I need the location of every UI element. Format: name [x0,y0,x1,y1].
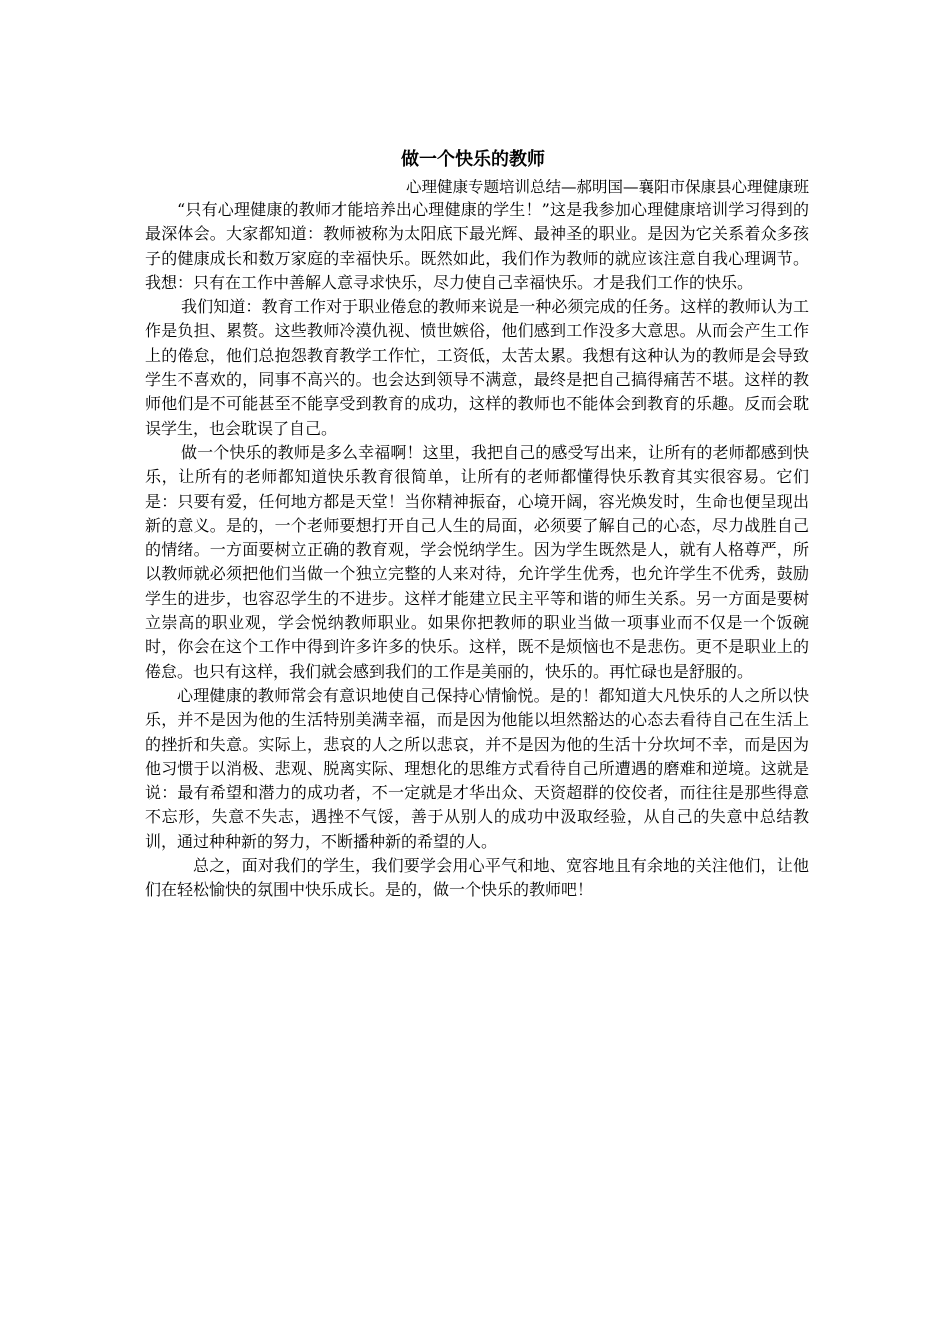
document-subtitle: 心理健康专题培训总结—郝明国—襄阳市保康县心理健康班 [405,178,809,196]
document-body [145,144,809,903]
document-title: 做一个快乐的教师 [401,149,545,170]
paragraph-2: 我们知道：教育工作对于职业倦怠的教师来说是一种必须完成的任务。这样的教师认为工作是负担、累赘。这些教师冷漠仇视、愤世嫉俗，他们感到工作没多大意思。从而会产生工作上的倦怠，他们总抱怨教育教学工作忙，工资低，太苦太累。我想有这种认为的教师是会导致学生不喜欢的，同事不高兴的。也会达到领导不满意，最终是把自己搞得痛苦不堪。这样的教师他们是不可能甚至不能享受到教育的成功，这样的教师也不能体会到教育的乐趣。反而会耽误学生，也会耽误了自己。 [145,297,809,438]
paragraph-4: 心理健康的教师常会有意识地使自己保持心情愉悦。是的！都知道大凡快乐的人之所以快乐，并不是因为他的生活特别美满幸福，而是因为他能以坦然豁达的心态去看待自己在生活上的挫折和失意。实际上，悲哀的人之所以悲哀，并不是因为他的生活十分坎坷不幸，而是因为他习惯于以消极、悲观、脱离实际、理想化的思维方式看待自己所遭遇的磨难和逆境。这就是说：最有希望和潜力的成功者，不一定就是才华出众、天资超群的佼佼者，而往往是那些得意不忘形，失意不失志，遇挫不气馁，善于从别人的成功中汲取经验，从自己的失意中总结教训，通过种种新的努力，不断播种新的希望的人。 [145,685,809,851]
paragraph-5: 总之，面对我们的学生，我们要学会用心平气和地、宽容地且有余地的关注他们，让他们在轻松愉快的氛围中快乐成长。是的，做一个快乐的教师吧！ [145,856,809,900]
paragraph-3: 做一个快乐的教师是多么幸福啊！这里，我把自己的感受写出来，让所有的老师都感到快乐，让所有的老师都知道快乐教育很简单，让所有的老师都懂得快乐教育其实很容易。它们是：只要有爱，任何地方都是天堂！当你精神振奋，心境开阔，容光焕发时，生命也便呈现出新的意义。是的，一个老师要想打开自己人生的局面，必须要了解自己的心态，尽力战胜自己的情绪。一方面要树立正确的教育观，学会悦纳学生。因为学生既然是人，就有人格尊严，所以教师就必须把他们当做一个独立完整的人来对待，允许学生优秀，也允许学生不优秀，鼓励学生的进步，也容忍学生的不进步。这样才能建立民主平等和谐的师生关系。另一方面是要树立崇高的职业观，学会悦纳教师职业。如果你把教师的职业当做一项事业而不仅是一个饭碗时，你会在这个工作中得到许多许多的快乐。这样，既不是烦恼也不是悲伤。更不是职业上的倦怠。也只有这样，我们就会感到我们的工作是美丽的，快乐的。再忙碌也是舒服的。 [145,442,809,681]
paragraph-1: “只有心理健康的教师才能培养出心理健康的学生！”这是我参加心理健康培训学习得到的最深体会。大家都知道：教师被称为太阳底下最光辉、最神圣的职业。是因为它关系着众多孩子的健康成长和数万家庭的幸福快乐。既然如此，我们作为教师的就应该注意自我心理调节。我想：只有在工作中善解人意寻求快乐，尽力使自己幸福快乐。才是我们工作的快乐。 [145,200,809,292]
